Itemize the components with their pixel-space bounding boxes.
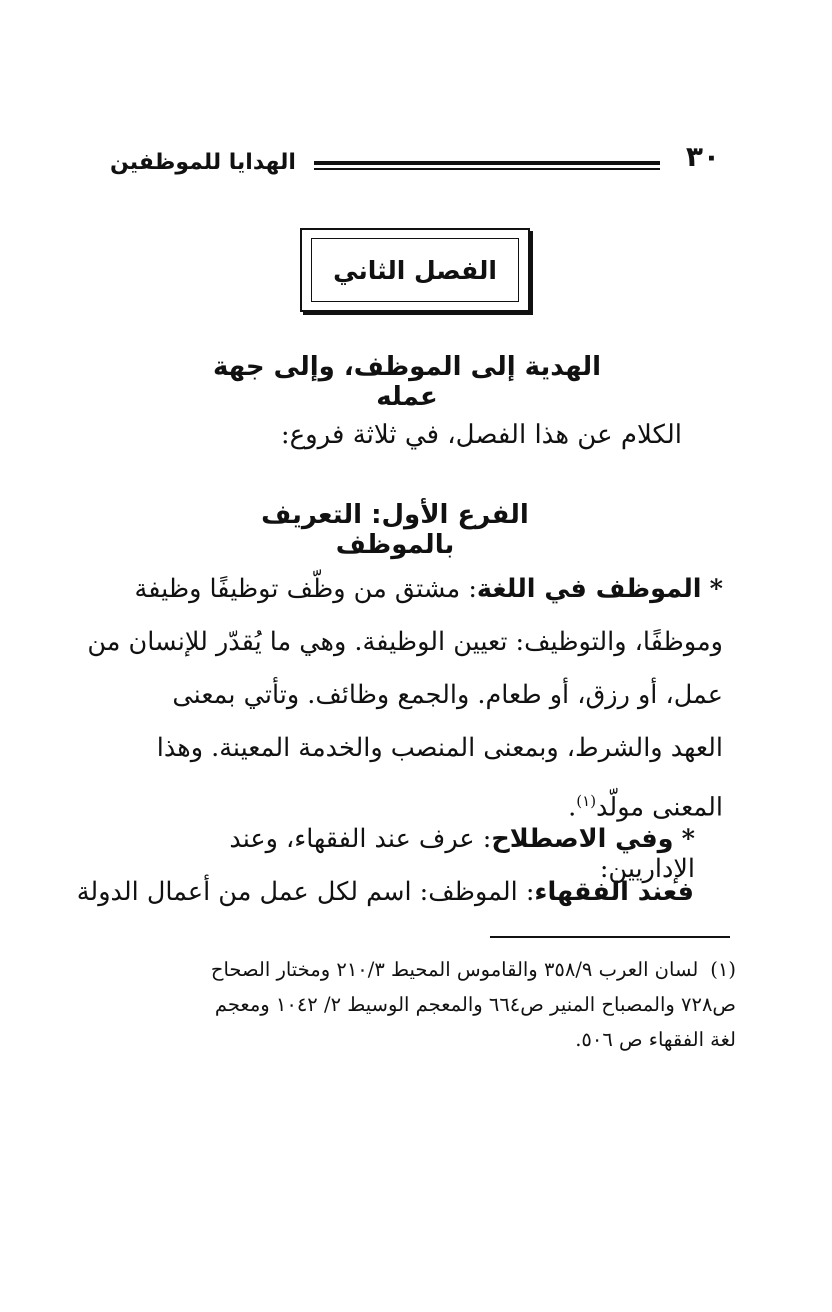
running-title: الهدايا للموظفين	[110, 150, 296, 175]
footnote-number: (١)	[710, 958, 736, 981]
chapter-title-box	[300, 228, 530, 312]
footnote-line: ص٧٢٨ والمصباح المنير ص٦٦٤ والمعجم الوسيط ٢/ ١٠٤٢ ومعجم	[214, 993, 736, 1016]
header-rule	[314, 161, 660, 171]
footnote-reference: (١)	[576, 792, 597, 810]
definition-paragraph-language	[87, 563, 723, 835]
paragraph-text: : عرف عند الفقهاء، وعند الإداريين:	[229, 824, 695, 884]
page-header	[110, 140, 720, 190]
footnote-separator	[490, 936, 730, 938]
footnote-text: لسان العرب ٣٥٨/٩ والقاموس المحيط ٢١٠/٣ ومختار الصحاح	[210, 958, 699, 981]
paragraph-text: : الموظف: اسم لكل عمل من أعمال الدولة	[76, 877, 535, 907]
footnote-line: لغة الفقهاء ص ٥٠٦.	[575, 1028, 736, 1051]
section-heading: الفرع الأول: التعريف بالموظف	[261, 500, 529, 560]
asterisk-marker: *	[709, 574, 723, 604]
chapter-title: الفصل الثاني	[311, 238, 519, 302]
term-label: وفي الاصطلاح	[491, 824, 674, 854]
term-label: فعند الفقهاء	[534, 877, 694, 907]
paragraph-line: العهد والشرط، وبمعنى المنصب والخدمة المعينة. وهذا	[156, 733, 723, 763]
paragraph-text: .	[568, 792, 577, 823]
term-label: الموظف في اللغة	[476, 574, 702, 604]
intro-text: الكلام عن هذا الفصل، في ثلاثة فروع:	[280, 420, 682, 450]
asterisk-marker: *	[681, 824, 695, 854]
footnote-line	[120, 952, 736, 987]
footnote	[120, 952, 736, 1057]
definition-paragraph-jurists	[76, 877, 694, 907]
paragraph-line: عمل، أو رزق، أو طعام. والجمع وظائف. وتأتي بمعنى	[172, 680, 723, 710]
paragraph-text: : مشتق من وظّف توظيفًا وظيفة	[134, 574, 477, 604]
paragraph-line	[128, 563, 723, 616]
chapter-subtitle: الهدية إلى الموظف، وإلى جهة عمله	[212, 352, 602, 412]
definition-paragraph-terminology	[140, 824, 695, 884]
paragraph-line: وموظفًا، والتوظيف: تعيين الوظيفة. وهي ما يُقدّر للإنسان من	[87, 627, 723, 657]
paragraph-text: المعنى مولّد	[596, 792, 723, 823]
page-number: ٣٠	[685, 140, 720, 173]
